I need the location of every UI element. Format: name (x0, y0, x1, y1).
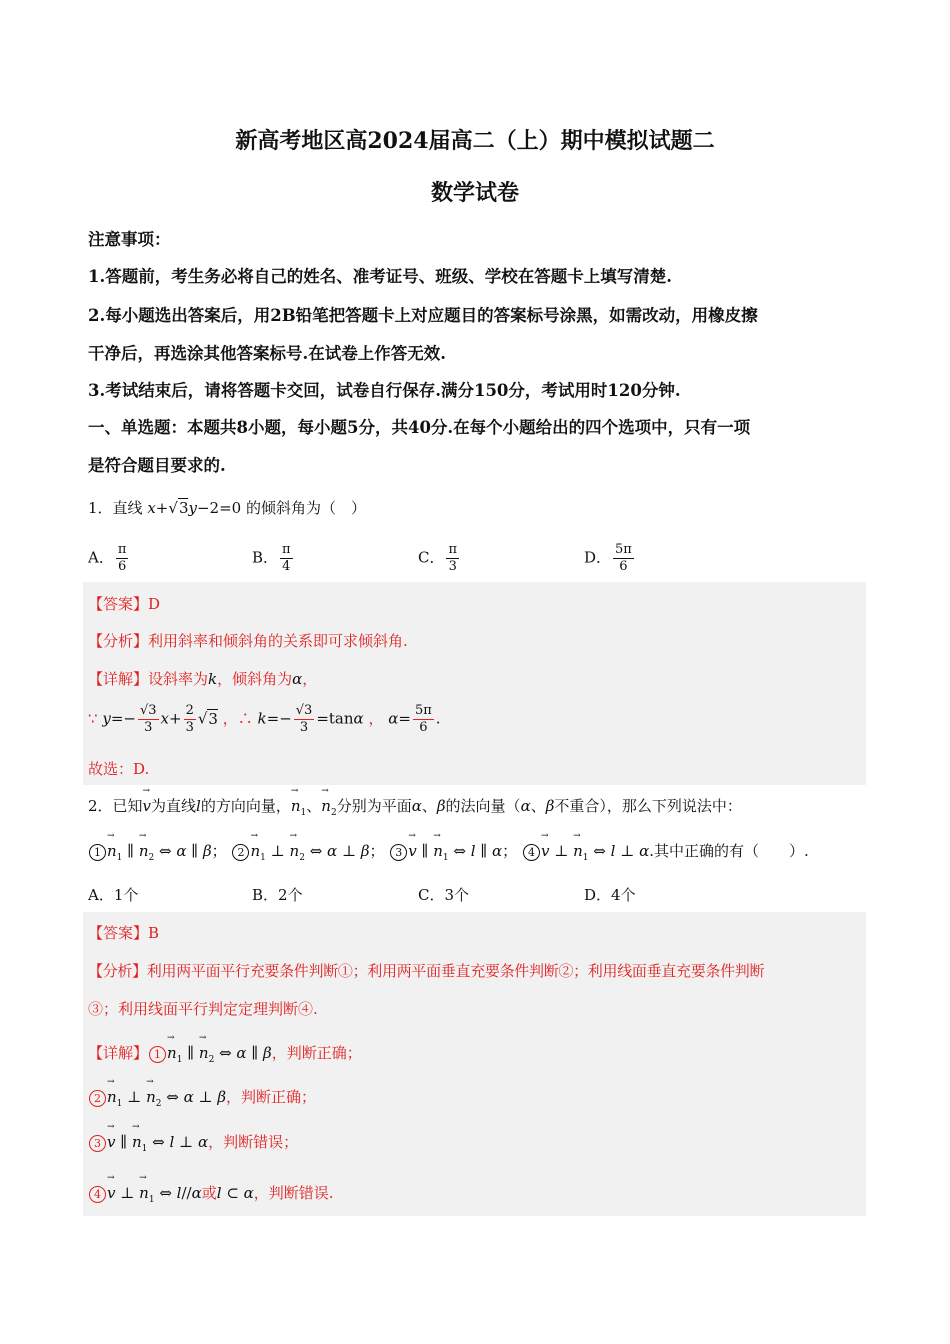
section-heading-line-1: 一、单选题：本题共8小题，每小题5分，共40分.在每个小题给出的四个选项中，只有一项 (88, 418, 751, 437)
q1-option-c: C． $\frac{\pi}{3}$ (418, 542, 458, 574)
section-heading-line-2: 是符合题目要求的. (88, 456, 226, 475)
exam-title: 新高考地区高2024届高二（上）期中模拟试题二 (235, 128, 715, 154)
q2-answer: 【答案】B (88, 924, 160, 942)
q2-detail-4: 4→ v ⊥ → $n_1$ ⇔ l//α或l ⊂ α，判断错误. (88, 1182, 868, 1205)
q1-option-b: B． $\frac{\pi}{4}$ (252, 542, 291, 574)
q2-detail-2: $2\to n_1$ ⊥ → $n_2$ ⇔ α ⊥ β，判断正确； (88, 1086, 868, 1109)
q2-option-a: A．1个 (88, 886, 139, 904)
q2-statements: $1\to n_1$ ∥ → $n_2$ ⇔ α ∥ β； $2\to n_1$ ⊥ → $n_2$ ⇔ α ⊥ β； 3→ v ∥ → $n_1$ ⇔ l ∥ α； 4→ v ⊥ → $n_1$ ⇔ l ⊥ α.其中正确的有（ ）. (88, 840, 868, 863)
q1-equation: x+√3y−2=0 (147, 499, 242, 517)
q1-answer: 【答案】D (88, 595, 161, 613)
q2-option-c: C．3个 (418, 886, 470, 904)
q1-derivation: ∵ y=− $\frac{√3}{3}$ x+ $\frac{2}{3}$ √3 ，∴ k=− $\frac{√3}{3}$ =tanα ， α= $\frac{5\pi}{6}$ . (88, 703, 441, 735)
question-1: 1．直线 x+√3y−2=0 的倾斜角为（ ） (88, 499, 366, 517)
exam-subtitle: 数学试卷 (430, 180, 519, 206)
q2-option-b: B．2个 (252, 886, 303, 904)
question-2: 2．已知→ v为直线l的方向向量，→ $n_1$、→ $n_2$分别为平面α、β的法向量（α、β不重合），那么下列说法中： (88, 795, 868, 818)
q2-analysis-line-1: 【分析】利用两平面平行充要条件判断①；利用两平面垂直充要条件判断②；利用线面垂直充要条件判断 (88, 962, 765, 980)
notice-item-2-line-2: 干净后，再选涂其他答案标号.在试卷上作答无效. (88, 344, 446, 363)
notice-heading: 注意事项： (88, 230, 171, 249)
notice-item-2-line-1: 2.每小题选出答案后，用2B铅笔把答题卡上对应题目的答案标号涂黑，如需改动，用橡皮擦 (88, 306, 758, 325)
q2-analysis-line-2: ③；利用线面平行判定定理判断④. (88, 1000, 318, 1018)
q1-conclusion: 故选：D. (88, 760, 150, 778)
q2-detail-3: 3→ v ∥ → $n_1$ ⇔ l ⊥ α，判断错误； (88, 1131, 868, 1154)
q2-detail-1: 【详解】 $1\to n_1$ ∥ → $n_2$ ⇔ α ∥ β，判断正确； (88, 1042, 868, 1065)
q1-analysis: 【分析】利用斜率和倾斜角的关系即可求倾斜角. (88, 632, 408, 650)
q2-option-d: D．4个 (584, 886, 636, 904)
notice-item-3: 3.考试结束后，请将答题卡交回，试卷自行保存.满分150分，考试用时120分钟. (88, 381, 681, 400)
q1-detail: 【详解】设斜率为k，倾斜角为α， (88, 670, 318, 688)
q1-option-d: D． $\frac{5\pi}{6}$ (584, 542, 632, 574)
q1-option-a: A． $\frac{\pi}{6}$ (88, 542, 127, 574)
notice-item-1: 1.答题前，考生务必将自己的姓名、准考证号、班级、学校在答题卡上填写清楚. (88, 267, 672, 286)
